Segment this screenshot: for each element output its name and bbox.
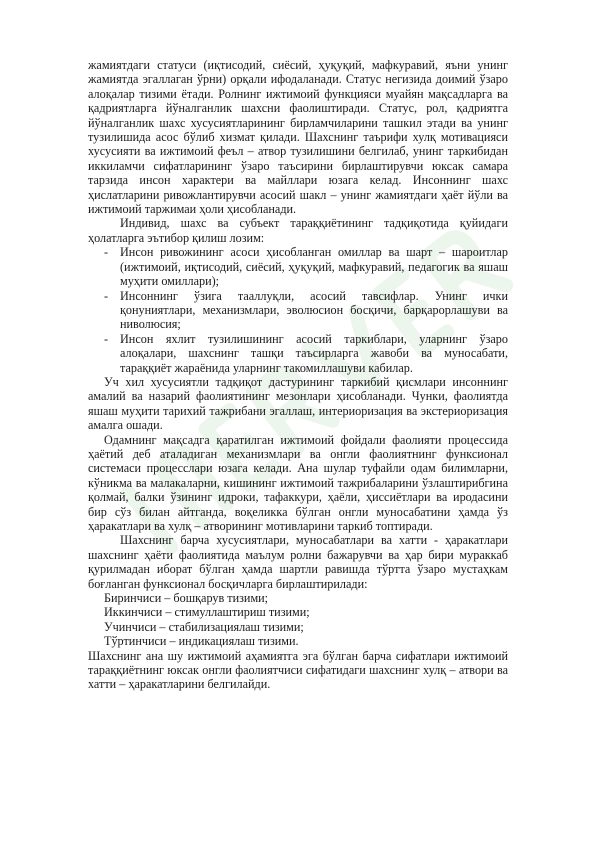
paragraph-research: Уч хил хусусиятли тадқиқот дастурининг таркибий қисмлари инсоннинг амалий ва назарий фаолиятининг мезонлари ҳисобланади. Чунки, фаолиятда яшаш муҳити тарихий тажрибани эгаллаш, интериоризация ва экстериоризация амалга ошади.: [88, 374, 508, 433]
paragraph-status: жамиятдаги статуси (иқтисодий, сиёсий, ҳуқуқий, мафкуравий, яъни унинг жамиятда эгаллаган ўрни) орқали ифодаланади. Статус негизида доимий ўзаро алоқалар тизими ётади. Ролнинг ижтимоий функцияси муайян мақсадларга ва қадриятларга йўналганлик шахсни фаолиштиради. Статус, рол, қадриятга йўналганлик шахс хусусиятларининг бирламчиларини ташкил этади ва унинг тузилишида асос бўлиб хизмат қилади. Шахснинг таърифи хулқ мотивацияси хусусияти ва ижтимоий феъл – атвор тузилишини белгилаб, унинг таркибидан иккиламчи сифатларининг ўзаро таъсирини бирлаштирувчи юксак самара тарзида инсон характери ва майллари юзага келад. Инсоннинг шахс ҳислатларини ривожлантирувчи асосий шакл – унинг жамиятдаги ҳаёт йўли ва ижтимоий таржимаи ҳоли ҳисобланади.: [88, 58, 508, 217]
list-item: - Инсоннинг ўзига тааллуқли, асосий тавсифлар. Унинг ички қонуниятлари, механизмлари, эволюсион босқичи, барқарорлашуви ва ниволюсия;: [104, 288, 508, 332]
paragraph-properties: Шахснинг барча хусусиятлари, муносабатлари ва хатти - ҳаракатлари шахснинг ҳаёти фаолиятида маълум ролни бажарувчи ва ҳар бири мураккаб қурилмадан иборат бўлган ҳамда шартли равишда тўртта ўзаро мустаҳкам боғланган функсионал босқичларга бирлаштирилади:: [88, 533, 508, 591]
system-item: Тўртинчиси – индикациялаш тизими.: [104, 634, 299, 649]
dash-marker: -: [104, 331, 109, 346]
paragraph-activity: Одамнинг мақсадга қаратилган ижтимоий фойдали фаолияти процессида ҳаётий деб аталадиган механизмлари ва онгли фаолиятнинг функсионал системаси процесслари юзага келади. Ана шулар туфайли одам билимларни, кўникма ва малакаларни, кишининг ижтимоий тажрибаларини ўзлаштирибгина қолмай, балки ўзининг идроки, тафаккури, ҳаёли, ҳиссиётлари ва иродасини бир сўз билан айтганда, воқеликка бўлган онгли муносабатини ҳамда ўз ҳаракатлари ва хулқ – атворининг мотивларини таркиб топтиради.: [88, 432, 508, 533]
list-item: - Инсон яхлит тузилишининг асосий таркиблари, уларнинг ўзаро алоқалари, шахснинг ташқи таъсирларга жавоби ва муносабати, тараққиёт жараёнида уларнинг такомиллашуви кабилар.: [104, 331, 508, 375]
conditions-list: [88, 245, 508, 375]
system-item: Биринчиси – бошқарув тизими;: [104, 591, 269, 606]
dash-marker: -: [104, 245, 109, 260]
paragraph-conclusion: Шахснинг ана шу ижтимоий аҳамиятга эга бўлган барча сифатлари ижтимоий тараққиётнинг юксак онгли фаолиятчиси сифатидаги шахснинг хулқ – атвори ва хатти – ҳаракатларини белгилайди.: [88, 648, 508, 692]
document-page: [88, 58, 508, 692]
system-item: Иккинчиси – стимуллаштириш тизими;: [104, 605, 310, 620]
dash-marker: -: [104, 288, 109, 303]
list-item: - Инсон ривожининг асоси ҳисобланган омиллар ва шарт – шароитлар (ижтимоий, иқтисодий, сиёсий, ҳуқуқий, мафкуравий, педагогик ва яшаш муҳити омиллари);: [104, 245, 508, 289]
paragraph-individual: Индивид, шахс ва субъект тараққиётининг тадқиқотида қуйидаги ҳолатларга эътибор қилиш лозим:: [88, 216, 508, 245]
system-item: Учинчиси – стабилизациялаш тизими;: [104, 619, 304, 634]
